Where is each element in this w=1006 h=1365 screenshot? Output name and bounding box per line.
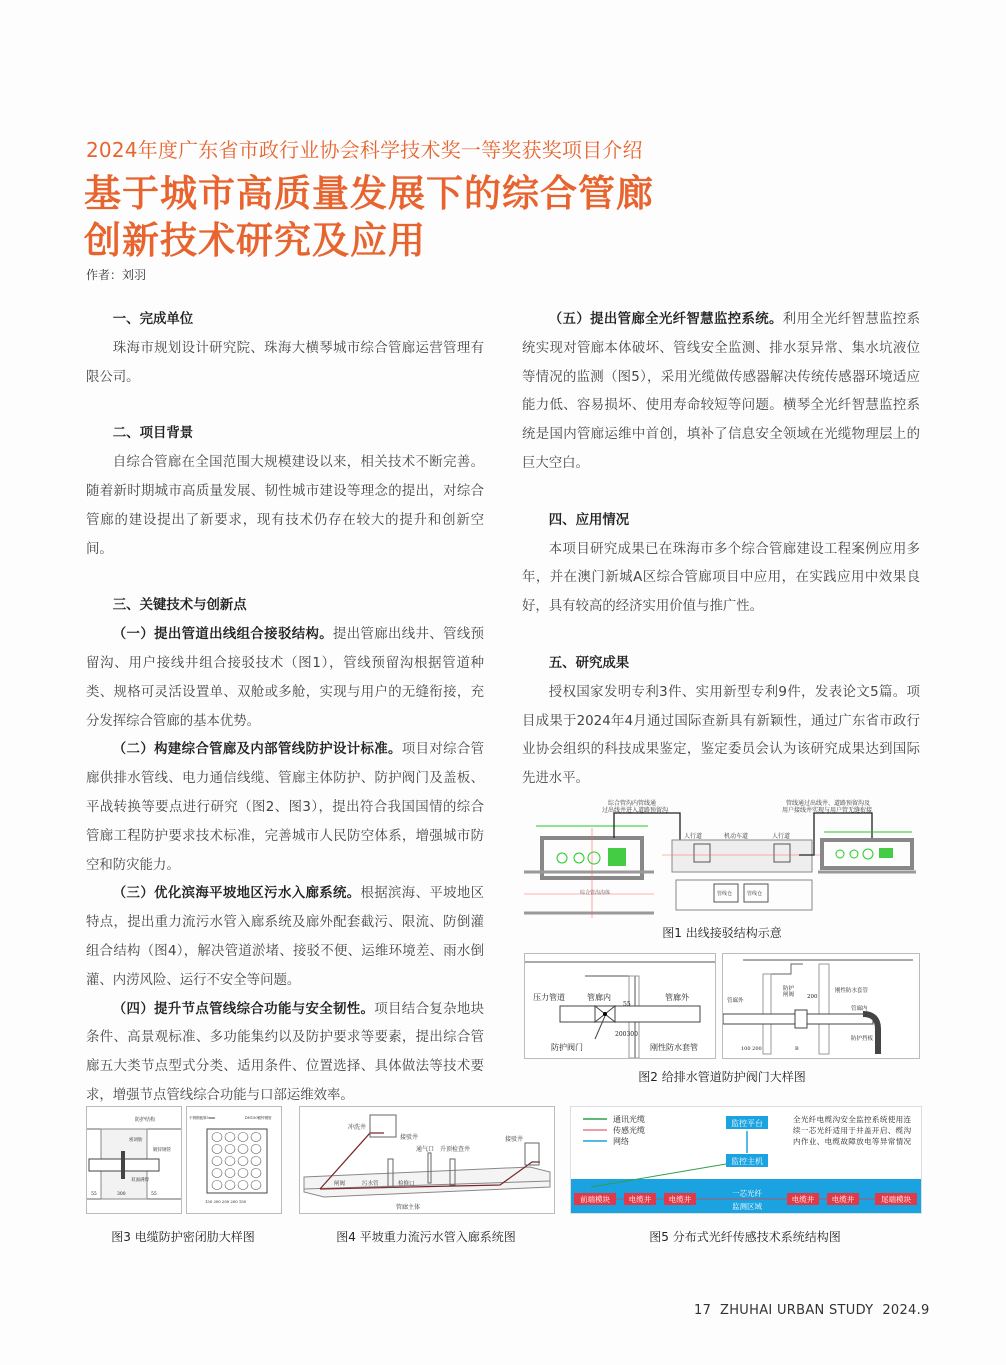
section-heading-5: 五、研究成果 — [548, 655, 630, 671]
section-heading-2: 二、项目背景 — [112, 426, 194, 442]
fig3-dim-300: 300 — [117, 1192, 126, 1197]
fig5-node-well-2: 电缆井 — [668, 1195, 692, 1204]
figure-2-caption: 图2 给排水管道防护阀门大样图 — [638, 1070, 806, 1084]
fig3-pipe: 镀锌钢管 — [153, 1148, 171, 1153]
article-author: 作者：刘羽 — [86, 268, 147, 282]
fig1-roadway: 机动车道 — [724, 833, 749, 840]
fig2-dim-b: B — [795, 1046, 799, 1052]
fig4-connect-well-2: 接驳井 — [505, 1136, 524, 1143]
fig3-structure: 防护结构 — [135, 1117, 156, 1123]
innovation-text-3: 根据滨海、平坡地区特点，提出重力流污水管入廊系统及廊外配套截污、限流、防倒灌组合结构（图4），解决管道淤堵、接驳不便、运维环境差、雨水倒灌、内涝风险、运行不安全等问题。 — [86, 886, 485, 988]
left-column — [86, 306, 484, 1111]
fig1-note-right-2: 用户接线井实现与用户管无缝衔接 — [782, 807, 873, 814]
fig2-sleeve-right: 刚性防水套管 — [835, 988, 869, 994]
page-number: 17 — [694, 1303, 712, 1318]
figure-5-diagram — [570, 1106, 922, 1214]
article-kicker: 2024年度广东省市政行业协会科学技术奖一等奖获奖项目介绍 — [86, 138, 643, 162]
page-footer — [694, 1303, 930, 1318]
fig1-sidewalk-right: 人行道 — [772, 833, 791, 840]
fig4-access: 检修口 — [398, 1181, 415, 1187]
fig4-body: 管廊主体 — [396, 1204, 421, 1211]
figure-3-right-drawing — [186, 1106, 282, 1214]
fig2-dim-200: 200 — [807, 994, 818, 1000]
fig5-node-well-1: 电缆井 — [628, 1195, 652, 1204]
fig4-vent: 通气口 — [416, 1146, 435, 1153]
innovation-text-2: 项目对综合管廊供排水管线、电力通信线缆、管廊主体防护、防护阀门及盖板、平战转换等要点进行研究（图2、图3），提出符合我国国情的综合管廊工程防护要求技术标准，完善城市人民防空体系，增强城市防空和防灾能力。 — [86, 742, 485, 873]
innovation-title-2: （二）构建综合管廊及内部管线防护设计标准。 — [112, 742, 402, 758]
figure-4-caption: 图4 平坡重力流污水管入廊系统图 — [336, 1230, 516, 1244]
innovation-paragraph-2 — [86, 736, 484, 880]
fig3-weld: 双面满焊 — [131, 1178, 149, 1183]
section-text-1: 珠海市规划设计研究院、珠海大横琴城市综合管廊运营管理有限公司。 — [86, 340, 484, 385]
fig2-valve-right-1: 防护 — [783, 986, 795, 992]
article-title-line-1: 基于城市高质量发展下的综合管廊 — [84, 172, 654, 215]
fig4-sewer: 污水管 — [362, 1181, 379, 1187]
section-text-4: 本项目研究成果已在珠海市多个综合管廊建设工程案例应用多年，并在澳门新城A区综合管廊项目中应用，在实践应用中效果良好，具有较高的经济实用价值与推广性。 — [522, 541, 920, 615]
fig2-inside-left: 管廊内 — [587, 993, 611, 1002]
figure-2-left-drawing — [524, 953, 716, 1059]
svg-text:综合管沟沟体: 综合管沟沟体 — [580, 890, 611, 896]
section-heading-1: 一、完成单位 — [112, 312, 194, 327]
fig3-dims: 150 200 200 200 150 — [205, 1199, 247, 1204]
fig3-dim-55-right: 55 — [151, 1192, 157, 1197]
fig5-fiber-1: 一芯光纤 — [732, 1189, 762, 1198]
fig4-inspection-well: 升顶检查井 — [440, 1146, 471, 1153]
figure-3-caption: 图3 电缆防护密闭肋大样图 — [111, 1230, 255, 1244]
section-text-5: 授权国家发明专利3件、实用新型专利9件，发表论文5篇。项目成果于2024年4月通过国际查新具有新颖性，通过广东省市政行业协会组织的科技成果鉴定，鉴定委员会认为该研究成果达到国际先进水平。 — [522, 684, 920, 787]
fig4-flush-well: 冲洗井 — [348, 1124, 367, 1131]
fig1-pipe-bay-1: 管线仓 — [717, 891, 733, 897]
figure-1-caption: 图1 出线接驳结构示意 — [662, 926, 782, 940]
fig5-description: 全光纤电缆沟安全监控系统使用连续一芯光纤适用于井盖开启、缆沟内作业、电缆故障放电等异常情况 — [793, 1115, 912, 1146]
fig5-legend-net: 网络 — [613, 1137, 629, 1146]
figure-3-left-drawing — [86, 1106, 182, 1214]
fig1-note-left-2: 过出线井进入道路预留沟 — [602, 807, 669, 814]
fig4-gate-valve: 闸阀 — [334, 1181, 346, 1187]
fig2-outside-right: 管廊外 — [727, 998, 744, 1004]
journal-name: ZHUHAI URBAN STUDY — [720, 1303, 874, 1318]
fig2-dim-55: 55 — [623, 1001, 631, 1008]
fig3-rib: 密闭肋 — [129, 1138, 143, 1143]
fig2-dim-200300: 200300 — [615, 1031, 638, 1038]
fig1-sidewalk-left: 人行道 — [684, 833, 703, 840]
innovation-text-4: 项目结合复杂地块条件、高景观标准、多功能集约以及防护要求等要素，提出综合管廊五大类节点型式分类、适用条件、位置选择、具体做法等技术要求，增强节点管线综合功能与口部运维效率。 — [86, 1001, 485, 1103]
fig3-dim-55-left: 55 — [91, 1192, 97, 1197]
innovation-title-3: （三）优化滨海平坡地区污水入廊系统。 — [112, 886, 361, 902]
fig2-valve-left: 防护阀门 — [551, 1043, 583, 1052]
fig5-node-tail: 尾端模块 — [881, 1195, 911, 1204]
fig2-valve-right-2: 闸阀 — [783, 992, 795, 998]
innovation-title-5: （五）提出管廊全光纤智慧监控系统。 — [548, 312, 783, 327]
fig3-plate: 不锈钢板厚5mm — [189, 1116, 216, 1120]
fig3-dn: DN150镀锌钢管 — [245, 1116, 272, 1120]
innovation-paragraph-1 — [86, 621, 484, 736]
section-heading-4: 四、应用情况 — [548, 512, 630, 528]
innovation-text-1: 提出管廊出线井、管线预留沟、用户接线井组合接驳技术（图1），管线预留沟根据管道种类、规格可灵活设置单、双舱或多舱，实现与用户的无缝衔接，充分发挥综合管廊的基本优势。 — [86, 627, 485, 729]
fig5-legend-comm: 通讯光缆 — [613, 1115, 645, 1124]
fig5-platform: 监控平台 — [731, 1119, 763, 1128]
innovation-title-4: （四）提升节点管线综合功能与安全韧性。 — [112, 1001, 375, 1017]
figure-2-right-drawing — [722, 953, 920, 1059]
article-title-line-2: 创新技术研究及应用 — [84, 219, 426, 262]
fig1-note-right-1: 管线通过出线井、道路预留沟及 — [786, 800, 871, 807]
innovation-paragraph-5 — [522, 306, 920, 479]
innovation-text-5: 利用全光纤智慧监控系统实现对管廊本体破坏、管线安全监测、排水泵异常、集水坑液位等情况的监测（图5），采用光缆做传感器解决传统传感器环境适应能力低、容易损坏、使用寿命较短等问题。横琴全光纤智慧监控系统是国内管廊运维中首创，填补了信息安全领域在光缆物理层上的巨大空白。 — [522, 312, 920, 471]
fig4-connect-well-1: 接驳井 — [400, 1134, 419, 1141]
figure-5-caption: 图5 分布式光纤传感技术系统结构图 — [649, 1230, 841, 1244]
fig2-outside-left: 管廊外 — [665, 993, 689, 1002]
fig2-pressure-pipe: 压力管道 — [533, 993, 565, 1002]
section-heading-3: 三、关键技术与创新点 — [112, 598, 247, 614]
fig5-host: 监控主机 — [731, 1157, 763, 1166]
innovation-paragraph-4 — [86, 996, 484, 1111]
innovation-paragraph-3 — [86, 880, 484, 995]
fig5-node-well-4: 电缆井 — [831, 1195, 855, 1204]
issue-date: 2024.9 — [882, 1303, 930, 1318]
fig5-node-well-3: 电缆井 — [791, 1195, 815, 1204]
figure-4-drawing — [299, 1106, 555, 1214]
fig5-fiber-2: 监测区域 — [732, 1202, 762, 1211]
fig2-inside-right: 管廊内 — [851, 1006, 868, 1012]
innovation-title-1: （一）提出管道出线组合接驳结构。 — [112, 627, 333, 643]
fig1-pipe-bay-2: 管线仓 — [747, 891, 763, 897]
fig5-legend-sense: 传感光缆 — [613, 1126, 645, 1135]
section-text-2: 自综合管廊在全国范围大规模建设以来，相关技术不断完善。随着新时期城市高质量发展、韧性城市建设等理念的提出，对综合管廊的建设提出了新要求，现有技术仍存在较大的提升和创新空间。 — [86, 455, 484, 557]
fig2-dim-bottom: 100 200 — [741, 1046, 762, 1052]
right-column — [522, 306, 920, 794]
fig5-node-front: 前端模块 — [580, 1195, 610, 1204]
fig2-sleeve-left: 刚性防水套管 — [650, 1043, 698, 1052]
figure-1-drawing — [524, 798, 920, 920]
fig2-plate: 防护挡板 — [851, 1036, 874, 1042]
fig1-note-left-1: 综合管沟内管线通 — [608, 800, 657, 807]
